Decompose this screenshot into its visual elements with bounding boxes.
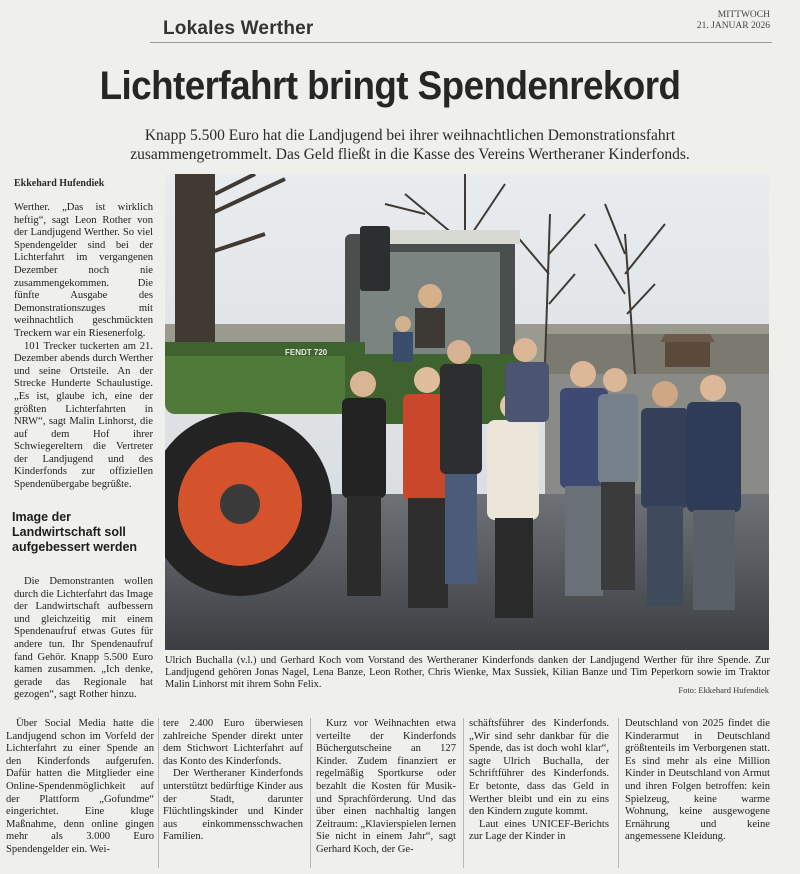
issue-date bbox=[697, 10, 770, 32]
column-1c bbox=[6, 718, 154, 857]
column-divider bbox=[618, 718, 619, 868]
paragraph: Kurz vor Weihnachten etwa verteilte der Kinderfonds Büchergutscheine an 127 Kinder. Zudem finanziert er regelmäßig Sportkurse oder bezahlt die Kosten für Musik- und Sprachförderung. Und das über einen nachhaltig langen Zeitraum: „Klavierspielen lernen Sie nicht in einem Jahr“, sagt Gerhard Koch, der Ge- bbox=[316, 718, 457, 855]
paragraph: 101 Trecker tuckerten am 21. Dezember abends durch Werther und seine Ortsteile. An der Strecke Hunderte Schaulustige. „Es ist, glaube ich, eine der größten Lichterfahrten in NRW“, sagt Malin Linhorst, die auf dem Hof ihrer Schwiegereltern die Vertreter der Landjugend und des Kinderfonds zur offiziellen Spendenübergabe begrüßte. bbox=[14, 340, 153, 491]
paragraph: Die Demonstranten wollen durch die Lichterfahrt das Image der Landwirtschaft aufbessern und gleichzeitig mit einem Spendenaufruf etwas Gutes für andere tun. Ihr Spendenaufruf fand Gehör. Knapp 5.500 Euro kamen zusammen. „Ich denke, gerade das Regionale hat gezogen“, sagt Rother hinzu. bbox=[14, 576, 153, 701]
headline: Lichterfahrt bringt Spendenrekord bbox=[99, 64, 681, 108]
paragraph: schäftsführer des Kinderfonds. „Wir sind sehr dankbar für die Spende, das ist doch wohl klar“, sagte Ulrich Buchalla, der Schriftführer des Kinderfonds. Er betonte, dass das Geld in Werther bleibt und ein zu eins den Kindern zugute kommt. bbox=[469, 718, 609, 818]
column-2 bbox=[163, 718, 303, 844]
tractor-brand-label: FENDT 720 bbox=[285, 348, 328, 357]
column-1b bbox=[14, 576, 153, 702]
header-rule bbox=[150, 42, 772, 43]
intertitle: Image der Landwirtschaft soll aufgebessert werden bbox=[12, 510, 138, 554]
paragraph: tere 2.400 Euro überwiesen zahlreiche Spender direkt unter dem Stichwort Lichterfahrt auf das Konto des Kinderfonds. bbox=[163, 718, 303, 767]
tractor-group-photo bbox=[165, 174, 769, 650]
column-divider bbox=[158, 718, 159, 868]
column-4 bbox=[469, 718, 609, 844]
column-divider bbox=[463, 718, 464, 868]
issue-day: 21. JANUAR 2026 bbox=[696, 21, 770, 31]
column-divider bbox=[310, 718, 311, 868]
paragraph: Laut eines UNICEF-Berichts zur Lage der Kinder in bbox=[469, 818, 609, 843]
section-title: Lokales Werther bbox=[163, 18, 314, 39]
article-photo bbox=[165, 174, 769, 650]
paragraph: Deutschland von 2025 findet die Kinderarmut in Deutschland größtenteils im Verborgenen statt. Es sind mehr als eine Million Kinder in Deutschland von Armut und ihren Folgen betroffen: kein Spielzeug, keine warme Wohnung, keine ausgewogene Ernährung und keine angemessene Kleidung. bbox=[625, 718, 770, 843]
photo-credit: Foto: Ekkehard Hufendiek bbox=[678, 685, 769, 695]
paragraph: Der Wertheraner Kinderfonds unterstützt bedürftige Kinder aus der Stadt, darunter Flüchtlingskinder und Kinder aus einkommensschwachen Familien. bbox=[163, 768, 303, 843]
author-byline: Ekkehard Hufendiek bbox=[14, 178, 105, 189]
column-5 bbox=[625, 718, 770, 844]
subheadline: Knapp 5.500 Euro hat die Landjugend bei ihrer weihnachtlichen Demonstrationsfahrt zusammengetrommelt. Das Geld fließt in die Kasse des Vereins Wertheraner Kinderfonds. bbox=[130, 127, 690, 163]
photo-caption: Ulrich Buchalla (v.l.) und Gerhard Koch vom Vorstand des Wertheraner Kinderfonds danken der Landjugend Werther für ihre Spende. Zur Landjugend gehören Jonas Nagel, Lena Banze, Leon Rother, Chris Wienke, Max Sussiek, Kilian Banze und Tim Peperkorn sowie im Traktor Malin Linhorst mit ihrem Sohn Felix. bbox=[165, 655, 770, 691]
column-3 bbox=[316, 718, 456, 857]
issue-weekday: MITTWOCH bbox=[717, 10, 770, 20]
paragraph: Über Social Media hatte die Landjugend schon im Vorfeld der Lichterfahrt zu einer Spende an den Kinderfonds aufgerufen. Dafür hatten die Mitglieder eine Online-Spendenmöglichkeit auf der Plattform „Gofundme“ eingerichtet. Eine kluge Maßnahme, denn online gingen mehr als 3.000 Euro Spendengelder ein. Wei- bbox=[6, 718, 154, 855]
column-1 bbox=[14, 202, 153, 492]
paragraph: Werther. „Das ist wirklich heftig“, sagt Leon Rother von der Landjugend Werther. So viel Spendengelder sind bei der Lichterfahrt im vergangenen Dezember noch nie zusammengekommen. Die fünfte Ausgabe des Demonstrationszuges mit weihnachtlich geschmückten Treckern war ein Riesenerfolg. bbox=[14, 202, 153, 339]
